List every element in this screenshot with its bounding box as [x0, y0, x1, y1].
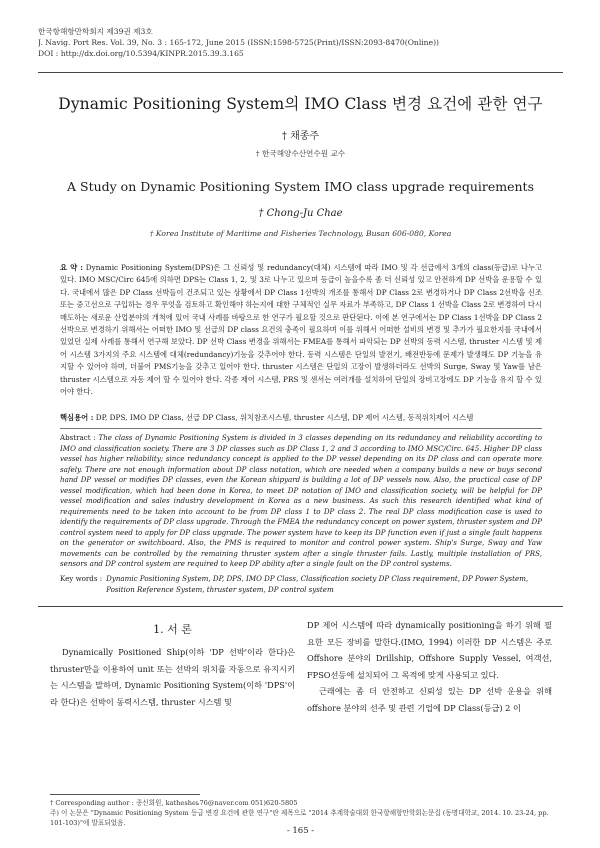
abstract-korean — [60, 262, 542, 398]
author-korean: † 채종주 — [281, 131, 320, 142]
title-korean: Dynamic Positioning System의 IMO Class 변경 요건에 관한 연구 — [58, 95, 543, 113]
body-divider — [38, 606, 563, 607]
body-paragraph: Dynamically Positioned Ship(이하 'DP 선박'이라 한다)은 thruster만을 이용하여 unit 또는 선박의 위치를 자동으로 유지시키는 시스템을 말하며, Dynamic Positioning System(이하 'DPS'이라 한다)은 선박이 동력시스템, thruster 시스템 및 — [50, 647, 295, 707]
doi-line: DOI : http://dx.doi.org/10.5394/KINPR.2015.39.3.165 — [38, 49, 244, 58]
keywords-english-text: Dynamic Positioning System, DP, DPS, IMO DP Class, Classification society DP Class requirement, DP Power System, Position Reference System, thruster system, DP control system — [106, 574, 529, 594]
abstract-korean-label: 요 약 : — [60, 263, 83, 272]
keywords-korean-label: 핵심용어 : — [60, 413, 94, 422]
title-english: A Study on Dynamic Positioning System IMO class upgrade requirements — [67, 179, 534, 194]
abstract-korean-text: Dynamic Positioning System(DPS)은 그 신뢰성 및 redundancy(대체) 시스템에 따라 IMO 및 각 선급에서 3개의 class(등급)로 나누고 있다. IMO MSC/Circ 645에 의하면 DPS는 Class 1, 2, 및 3로 나누고 있으며 등급이 높을수록 좀 더 신뢰성 있고 안전하게 DP 선박을 운용할 수 있다. 국내에서 많은 DP Class 선박들이 건조되고 있는 상황에서 DP Class 1선박의 개조를 통해서 DP Class 2로 변경하거나 DP Class 2선박을 신조 또는 중고선으로 구입하는 경우 무엇을 검토하고 확인해야 하는지에 대한 구체적인 실무 자료가 부족하고, DP Class 1 선박을 Class 2로 변경하여 다시 매도하는 새로운 산업분야의 개척에 있어 국내 사례를 바탕으로 한 연구가 필요할 것으로 판단된다. 이에 본 연구에서는 DP Class 1선박을 DP Class 2 선박으로 변경하기 위해서는 어떠한 IMO 및 선급의 DP class 요건의 충족이 필요하며 이를 위해서 어떠한 설비의 변경 및 추가가 필요한지를 국내에서 있었던 실제 사례를 통해서 연구해 보았다. DP 선박 Class 변경을 위해서는 FMEA를 통해서 파악되는 DP 선박의 동력 시스템, thruster 시스템 및 제어 시스템 3가지의 주요 시스템에 대체(redundancy)기능을 갖추어야 한다. 동력 시스템은 단일의 발전기, 배전반등에 문제가 발생해도 DP 기능을 유지할 수 있어야 하며, 더불어 PMS기능을 갖추고 있어야 한다. thruster 시스템은 단일의 고장이 발생하더라도 선박의 Surge, Sway 및 Yaw를 남은 thruster 시스템으로 자동 제어 할 수 있어야 한다. 각종 제어 시스템, PRS 및 센서는 여러개를 설치하여 단일의 장비고장에도 DP 기능을 유지 할 수 있어야 한다. — [60, 263, 543, 397]
body-paragraph: 근래에는 좀 더 안전하고 신뢰성 있는 DP 선박 운용을 위해 offshore 분야의 선주 및 관련 기업에 DP Class(등급) 2 이 — [307, 686, 552, 713]
footnotes — [50, 798, 550, 828]
body-column-left — [50, 622, 295, 710]
footnote-rule — [50, 794, 200, 795]
keywords-english — [60, 574, 542, 595]
keywords-korean — [60, 412, 542, 424]
page-number: - 165 - — [286, 826, 315, 836]
affiliation-korean: † 한국해양수산연수원 교수 — [255, 149, 346, 158]
author-english: † Chong-Ju Chae — [258, 208, 343, 219]
journal-name-ko: 한국항해항만학회지 제39권 제3호 — [38, 27, 153, 36]
journal-header — [38, 26, 563, 59]
header-rule — [38, 72, 563, 73]
body-column-right — [307, 617, 552, 716]
journal-citation: J. Navig. Port Res. Vol. 39, No. 3 : 165-172, June 2015 (ISSN:1598-5725(Print)/ISSN:2093-8470(Online)) — [38, 38, 439, 47]
section-heading: 1. 서 론 — [153, 623, 192, 636]
abstract-english-text: The class of Dynamic Positioning System is divided in 3 classes depending on its redundancy and reliability according to IMO and classification society. There are 3 DP classes such as DP Class 1, 2 and 3 according to IMO MSC/Circ. 645. Higher DP class vessel has higher reliability; since redundancy concept is applied to the DP vessel depending on its DP class and can operate more safely. There are not enough information about DP class notation, which are needed when a company builds a new or buys second hand DP vessel or modifies DP classes, even the Korean shipyard is building a lot of DP vessels now. Also, the practical case of DP vessel modification, which had been done in Korea, to meet DP notation of IMO and classification society, will be helpful for DP vessel modification and sales industry development in Korea as a new business. As such this research identified what kind of requirements need to be taken into account to be from DP class 1 to DP class 2. The real DP class modification case is used to identify the requirements of DP class upgrade. Through the FMEA the redundancy concept on power system, thruster system and DP control system need to apply for DP class upgrade. The power system have to keep its DP function even if just a single fault happens on the generator or switchboard. Also, the PMS is required to monitor and control power system. Ship's Surge, Sway and Yaw movements can be controlled by the remaining thruster system after a single thruster fails. Lastly, multiple installation of PRS, sensors and DP control system are required to keep DP ability after a single fault on the DP control systems. — [60, 433, 542, 568]
keywords-english-label: Key words : — [60, 574, 103, 583]
keywords-korean-text: DP, DPS, IMO DP Class, 선급 DP Class, 위치참조시스템, thruster 시스템, DP 제어 시스템, 동적위치제어 시스템 — [95, 413, 474, 422]
body-paragraph: DP 제어 시스템에 따라 dynamically positioning을 하기 위해 필요한 모든 장비를 말한다.(IMO, 1994) 이러한 DP 시스템은 주로 Offshore 분야의 Drillship, Offshore Supply Vessel, 여객선, FPSO선등에 설치되어 그 목적에 맞게 사용되고 있다. — [307, 620, 552, 680]
presentation-note: 주) 이 논문은 "Dynamic Positioning System 등급 변경 요건에 관한 연구"란 제목으로 "2014 추계학술대회 한국항해항만학회논문집 (동명대학교, 2014. 10. 23-24, pp. 101-103)"에 발표되었음. — [50, 809, 549, 827]
abstract-english — [60, 433, 542, 570]
abstract-english-label: Abstract : — [60, 433, 96, 442]
corresponding-author-note: † Corresponding author : 종신회원, kathesheь76@naver.com 051)620-5805 — [50, 799, 298, 807]
affiliation-english: † Korea Institute of Maritime and Fisheries Technology, Busan 606-080, Korea — [149, 229, 452, 238]
abstract-divider — [60, 428, 542, 429]
